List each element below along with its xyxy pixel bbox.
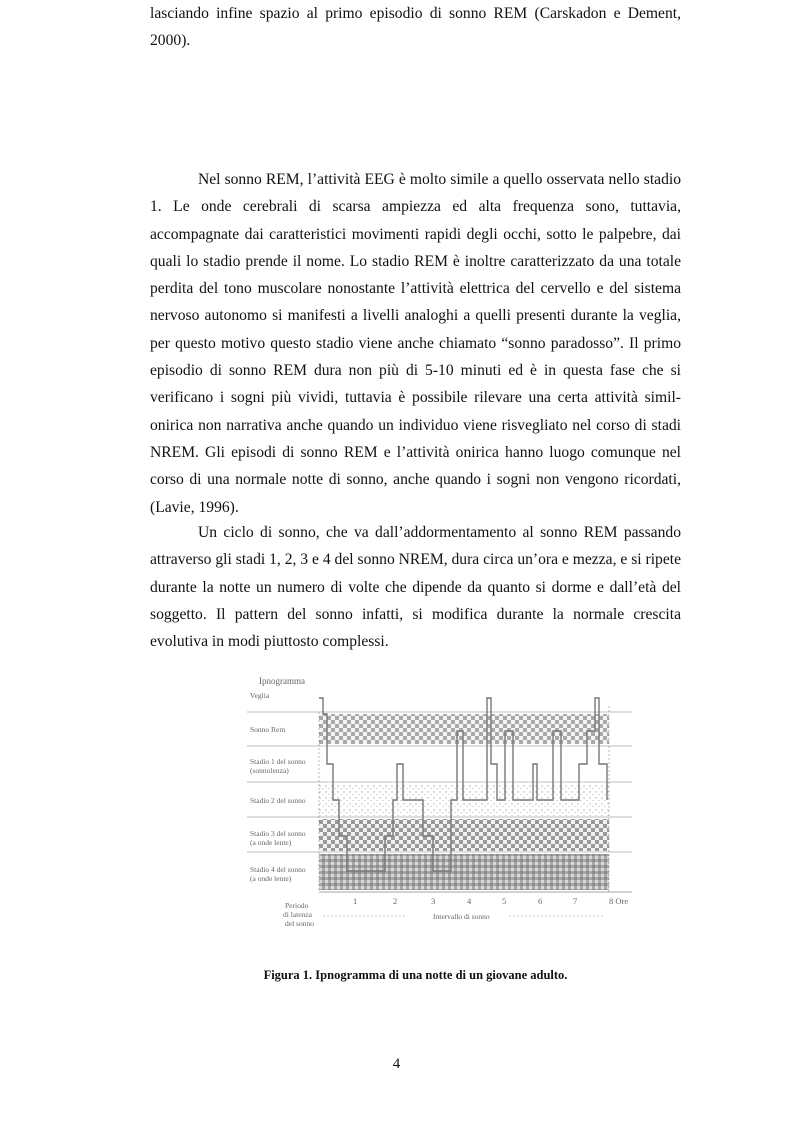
stage-label-s2: Stadio 2 del sonno [250, 796, 306, 805]
stage-label-s4a: Stadio 4 del sonno [250, 865, 306, 874]
hypnogram-figure [247, 676, 640, 934]
stage-label-s4b: (a onde lente) [250, 874, 292, 883]
interval-label: Intervallo di sonno [433, 912, 490, 921]
stage-label-veglia: Veglia [250, 691, 270, 700]
latency-label-3: del sonno [285, 919, 314, 928]
hour-tick: 8 Ore [609, 896, 629, 906]
stage-label-rem: Sonno Rem [250, 725, 286, 734]
page-number: 4 [392, 1056, 401, 1072]
stage-label-s3a: Stadio 3 del sonno [250, 829, 306, 838]
latency-label-2: di latenza [283, 910, 312, 919]
hour-tick: 1 [353, 896, 358, 906]
rem-band [319, 714, 609, 744]
body-text-3 [150, 519, 681, 655]
stage-label-s1a: Stadio 1 del sonno [250, 757, 306, 766]
hour-tick: 2 [393, 896, 398, 906]
latency-label-1: Periodo [285, 901, 309, 910]
stage4-band [319, 854, 609, 890]
hypnogram-title: Ipnogramma [259, 676, 305, 686]
hypnogram-svg [247, 676, 640, 934]
paragraph-2: Nel sonno REM, l’attività EEG è molto simile a quello osservata nello stadio 1. Le onde cerebrali di scarsa ampiezza ed alta frequenza sono, tuttavia, accompagnate dai caratteristici movimenti rapidi degli occhi, sotto le palpebre, dai quali lo stadio prende il nome. Lo stadio REM è inoltre caratterizzato da una totale perdita del tono muscolare nonostante l’attività elettrica del cervello e del sistema nervoso autonomo si manifesti a livelli analoghi a quelli presenti durante la veglia, per questo motivo questo stadio viene anche chiamato “sonno paradosso”. Il primo episodio di sonno REM dura non più di 5-10 minuti ed è in questa fase che si verificano i sogni più vividi, tuttavia è possibile rilevare una certa attività simil-onirica non narrativa anche quando un individuo viene risvegliato nel corso di stadi NREM. Gli episodi di sonno REM e l’attività onirica hanno luogo comunque nel corso di una normale notte di sonno, anche quando i sogni non vengono ricordati, (Lavie, 1996). [150, 171, 681, 516]
body-text-2 [150, 166, 681, 521]
stage3-band [319, 819, 609, 851]
hour-tick: 3 [431, 896, 436, 906]
figure-caption: Figura 1. Ipnogramma di una notte di un giovane adulto. [263, 968, 568, 982]
hour-tick: 7 [573, 896, 578, 906]
stage-label-s1b: (sonnolenza) [250, 766, 289, 775]
hour-tick: 4 [467, 896, 472, 906]
hour-tick: 6 [538, 896, 543, 906]
paragraph-3: Un ciclo di sonno, che va dall’addormentamento al sonno REM passando attraverso gli stadi 1, 2, 3 e 4 del sonno NREM, dura circa un’ora e mezza, e si ripete durante la notte un numero di volte che dipende da quanto si dorme e dall’età del soggetto. Il pattern del sonno infatti, si modifica durante la normale crescita evolutiva in modi piuttosto complessi. [150, 524, 681, 651]
hour-tick: 5 [502, 896, 507, 906]
paragraph-1: lasciando infine spazio al primo episodio di sonno REM (Carskadon e Dement, 2000). [150, 5, 681, 50]
stage-label-s3b: (a onde lente) [250, 838, 292, 847]
